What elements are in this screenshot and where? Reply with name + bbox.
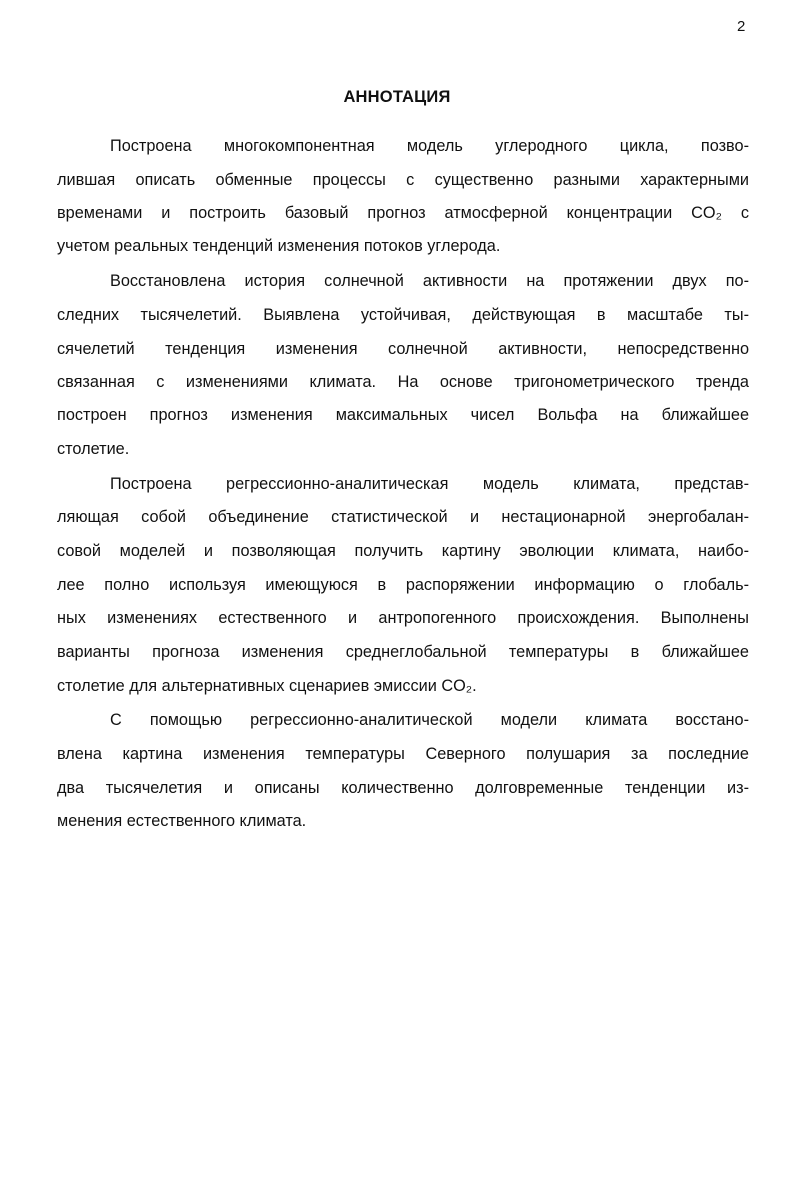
text-line: столетие. [57, 440, 130, 458]
text-line: столетие для альтернативных сценариев эмиссии CO₂. [57, 677, 477, 695]
text-line: учетом реальных тенденций изменения потоков углерода. [57, 237, 501, 255]
page-title: АННОТАЦИЯ [343, 88, 451, 106]
page-number: 2 [737, 18, 746, 35]
text-line: С помощью регрессионно-аналитической модели климата восстано- [110, 711, 749, 729]
text-line: связанная с изменениями климата. На основе тригонометрического тренда [57, 373, 749, 391]
text-line: совой моделей и позволяющая получить картину эволюции климата, наибо- [57, 542, 749, 560]
text-line: варианты прогноза изменения среднеглобальной температуры в ближайшее [57, 643, 749, 661]
text-line: два тысячелетия и описаны количественно долговременные тенденции из- [57, 779, 749, 797]
text-line: сячелетий тенденция изменения солнечной активности, непосредственно [57, 340, 749, 358]
text-line: лее полно используя имеющуюся в распоряжении информацию о глобаль- [57, 576, 749, 594]
text-line: лившая описать обменные процессы с существенно разными характерными [57, 171, 749, 189]
text-line: Построена регрессионно-аналитическая модель климата, представ- [110, 475, 749, 493]
text-line: менения естественного климата. [57, 812, 307, 830]
text-line: ных изменениях естественного и антропогенного происхождения. Выполнены [57, 609, 749, 627]
text-line: Восстановлена история солнечной активности на протяжении двух по- [110, 272, 749, 290]
text-line: Построена многокомпонентная модель углеродного цикла, позво- [110, 137, 749, 155]
text-line: временами и построить базовый прогноз атмосферной концентрации CO₂ с [57, 204, 749, 222]
text-line: влена картина изменения температуры Северного полушария за последние [57, 745, 749, 763]
text-line: следних тысячелетий. Выявлена устойчивая, действующая в масштабе ты- [57, 306, 749, 324]
text-line: ляющая собой объединение статистической и нестационарной энергобалан- [57, 508, 749, 526]
text-line: построен прогноз изменения максимальных чисел Вольфа на ближайшее [57, 406, 749, 424]
